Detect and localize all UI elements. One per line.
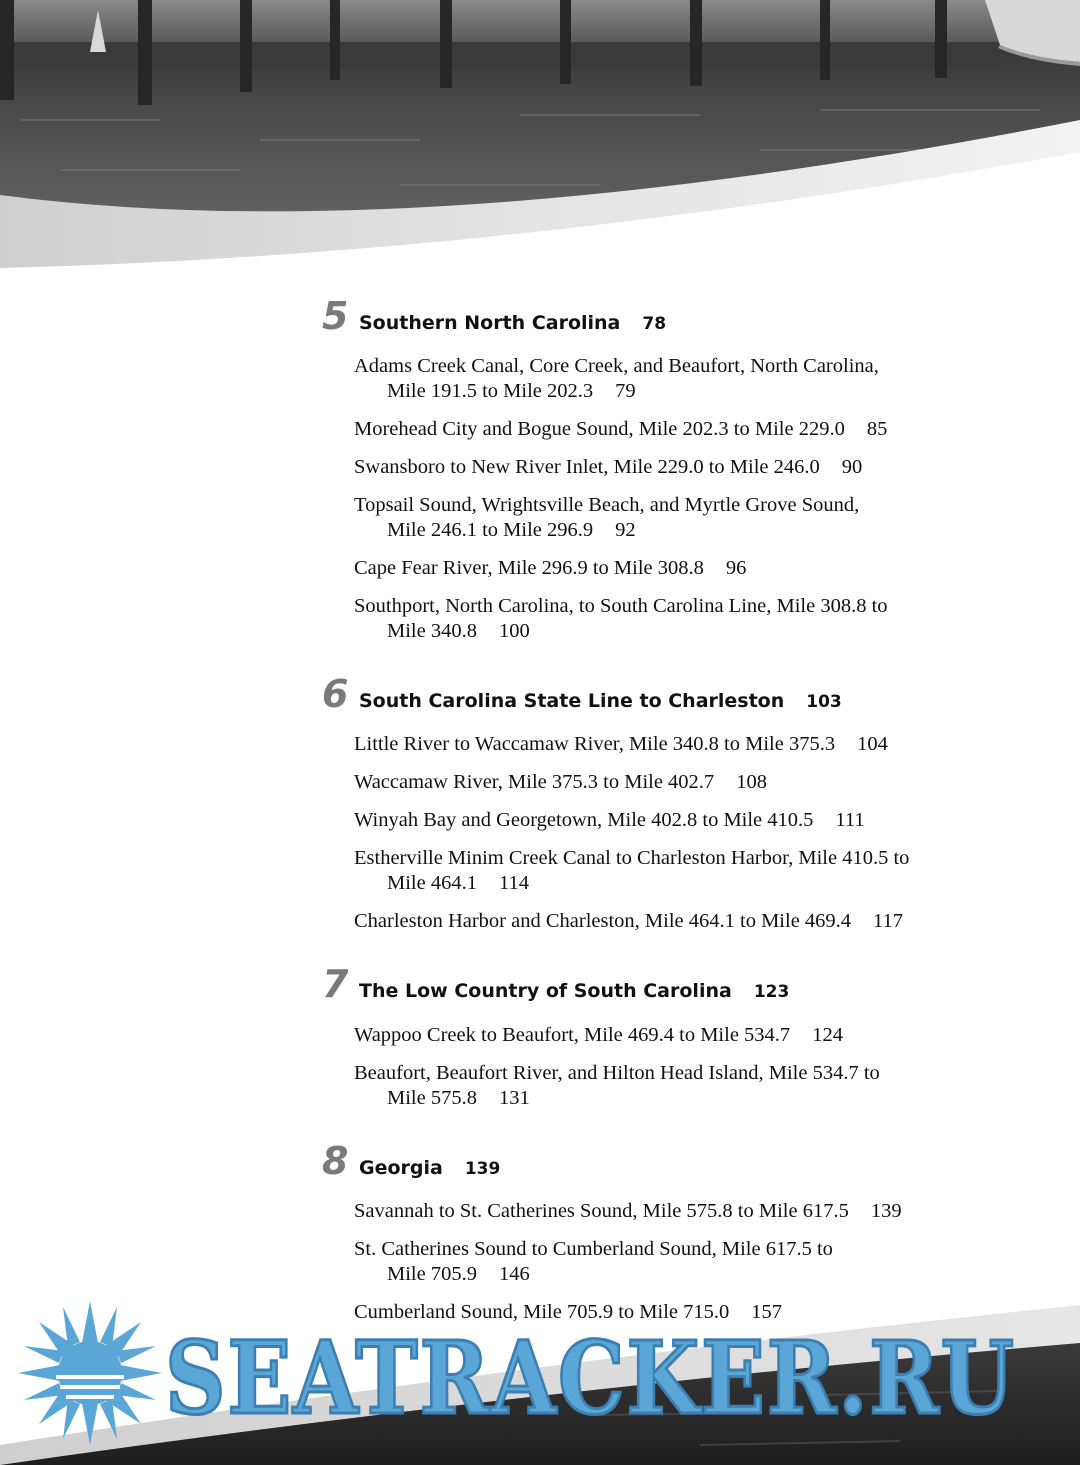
- chapter-heading[interactable]: [322, 962, 789, 1006]
- chapter-number: 6: [322, 672, 349, 716]
- entry-page-number: 124: [812, 1024, 843, 1046]
- entry-line: Charleston Harbor and Charleston, Mile 464.1 to Mile 469.4: [354, 910, 852, 932]
- toc-entry[interactable]: [354, 909, 944, 934]
- entry-line: St. Catherines Sound to Cumberland Sound, Mile 617.5 to: [354, 1238, 833, 1260]
- toc-entry[interactable]: [354, 846, 944, 896]
- entry-line-continued: Mile 464.1: [387, 872, 477, 894]
- chapter-heading[interactable]: [322, 294, 666, 338]
- entry-page-number: 114: [498, 872, 529, 894]
- entry-line-continued: Mile 340.8: [387, 620, 477, 642]
- toc-entry[interactable]: [354, 808, 944, 833]
- entry-page-number: 131: [498, 1087, 530, 1109]
- chapter-page-number: 123: [753, 982, 790, 1002]
- entry-page-number: 157: [751, 1301, 782, 1323]
- footer-band: [0, 1295, 1080, 1465]
- entry-page-number: 85: [866, 418, 888, 440]
- entry-line: Morehead City and Bogue Sound, Mile 202.3 to Mile 229.0: [354, 418, 845, 440]
- entry-page-number: 92: [615, 519, 636, 541]
- chapter-title: Southern North Carolina: [359, 312, 621, 334]
- harbor-photo-graphic: [0, 0, 1080, 275]
- entry-line: Wappoo Creek to Beaufort, Mile 469.4 to Mile 534.7: [354, 1024, 791, 1046]
- entry-line: Cape Fear River, Mile 296.9 to Mile 308.8: [354, 557, 704, 579]
- entry-line: Adams Creek Canal, Core Creek, and Beaufort, North Carolina,: [354, 355, 879, 377]
- chapter-title: The Low Country of South Carolina: [359, 980, 732, 1002]
- entry-page-number: 96: [725, 557, 747, 579]
- toc-entry[interactable]: [354, 556, 944, 581]
- entry-page-number: 139: [870, 1200, 902, 1222]
- entry-line: Cumberland Sound, Mile 705.9 to Mile 715.0: [354, 1301, 730, 1323]
- entry-page-number: 111: [835, 809, 865, 831]
- chapter-page-number: 78: [642, 314, 667, 334]
- toc-entry[interactable]: [354, 354, 944, 404]
- toc-entry[interactable]: [354, 455, 944, 480]
- chapter-title: South Carolina State Line to Charleston: [359, 690, 785, 712]
- sun-icon: [18, 1301, 162, 1445]
- toc-entry[interactable]: [354, 732, 944, 757]
- entry-page-number: 146: [498, 1263, 530, 1285]
- chapter-page-number: 139: [464, 1159, 501, 1179]
- entry-line-continued: Mile 575.8: [387, 1087, 477, 1109]
- entry-page-number: 117: [873, 910, 904, 932]
- chapter-number: 5: [322, 294, 349, 338]
- entry-line: Little River to Waccamaw River, Mile 340.8 to Mile 375.3: [354, 733, 836, 755]
- chapter-page-number: 103: [806, 692, 842, 712]
- entry-line: Topsail Sound, Wrightsville Beach, and Myrtle Grove Sound,: [354, 494, 860, 516]
- entry-line: Beaufort, Beaufort River, and Hilton Head Island, Mile 534.7 to: [354, 1062, 880, 1084]
- entry-page-number: 108: [736, 771, 767, 793]
- entry-line: Savannah to St. Catherines Sound, Mile 575.8 to Mile 617.5: [354, 1200, 849, 1222]
- entry-line: Winyah Bay and Georgetown, Mile 402.8 to Mile 410.5: [354, 809, 814, 831]
- chapter-heading[interactable]: [322, 1139, 500, 1183]
- entry-page-number: 104: [857, 733, 888, 755]
- watermark-text: SEATRACKER.RU: [165, 1319, 1016, 1437]
- toc-entry[interactable]: [354, 417, 944, 442]
- toc-entry[interactable]: [354, 594, 944, 644]
- entry-page-number: 90: [841, 456, 863, 478]
- entry-page-number: 79: [615, 380, 636, 402]
- toc-entry[interactable]: [354, 1237, 944, 1287]
- entry-line: Waccamaw River, Mile 375.3 to Mile 402.7: [354, 771, 715, 793]
- toc-entry[interactable]: [354, 1199, 944, 1224]
- chapter-number: 8: [322, 1139, 349, 1183]
- header-photo: [0, 0, 1080, 275]
- entry-line-continued: Mile 705.9: [387, 1263, 477, 1285]
- toc-entry[interactable]: [354, 1061, 944, 1111]
- entry-line: Swansboro to New River Inlet, Mile 229.0 to Mile 246.0: [354, 456, 820, 478]
- chapter-number: 7: [322, 962, 349, 1006]
- entry-line: Southport, North Carolina, to South Carolina Line, Mile 308.8 to: [354, 595, 888, 617]
- toc-entry[interactable]: [354, 493, 944, 543]
- chapter-title: Georgia: [359, 1157, 443, 1179]
- chapter-heading[interactable]: [322, 672, 842, 716]
- toc-entry[interactable]: [354, 770, 944, 795]
- entry-line: Estherville Minim Creek Canal to Charleston Harbor, Mile 410.5 to: [354, 847, 910, 869]
- entry-line-continued: Mile 246.1 to Mile 296.9: [387, 519, 594, 541]
- entry-line-continued: Mile 191.5 to Mile 202.3: [387, 380, 594, 402]
- toc-entry[interactable]: [354, 1023, 944, 1048]
- entry-page-number: 100: [498, 620, 530, 642]
